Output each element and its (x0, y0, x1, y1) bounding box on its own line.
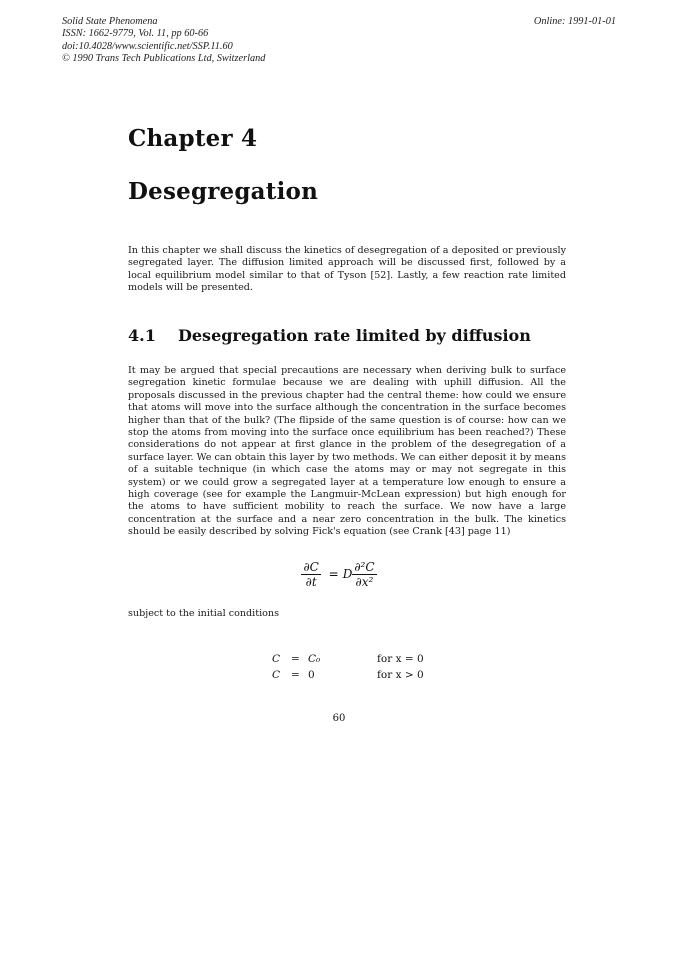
condition-lhs: C (272, 669, 281, 681)
condition-rhs: 0 (308, 669, 315, 681)
condition-row (0, 669, 678, 683)
lhs-numerator: ∂C (303, 560, 319, 574)
doi-line: doi:10.4028/www.scientific.net/SSP.11.60 (62, 40, 233, 52)
condition-rhs: C₀ (308, 653, 321, 665)
condition-domain: for x > 0 (377, 669, 424, 681)
rhs-numerator: ∂²C (354, 560, 375, 574)
online-date: Online: 1991-01-01 (533, 16, 616, 27)
condition-lhs: C (272, 653, 281, 665)
intro-paragraph: In this chapter we shall discuss the kinetics of desegregation of a deposited or previously segregated layer. The diffusion limited approach will be discussed first, followed by a local equilibrium model similar to that of Tyson [52]. Lastly, a few reaction rate limited models will be presented. (128, 245, 566, 294)
condition-equals: = (291, 653, 300, 665)
section-title: Desegregation rate limited by diffusion (178, 326, 531, 345)
body-paragraph: It may be argued that special precautions are necessary when deriving bulk to surface segregation kinetic formulae because we are dealing with uphill diffusion. All the proposals discussed in the previous chapter had the central theme: how could we ensure that atoms will move into the surface although the concentration in the surface becomes higher than that of the bulk? (The flipside of the same question is of course: how can we stop the atoms from moving into the surface once equilibrium has been reached?) These considerations do not appear at first glance in the problem of the desegregation of a surface layer. We can obtain this layer by two methods. We can either deposit it by means of a suitable technique (in which case the atoms may or may not segregate in this system) or we could grow a segregated layer at a temperature low enough to ensure a high coverage (see for example the Langmuir-McLean expression) but high enough for the atoms to have sufficient mobility to reach the surface. We now have a large concentration at the surface and a near zero concentration in the bulk. The kinetics should be easily described by solving Fick's equation (see Crank [43] page 11) (128, 365, 566, 538)
journal-name: Solid State Phenomena (62, 16, 158, 27)
rhs-fraction (352, 560, 376, 589)
fick-equation (0, 560, 678, 589)
section-number: 4.1 (128, 326, 156, 345)
diffusion-coefficient: D (342, 567, 353, 581)
condition-domain: for x = 0 (377, 653, 424, 665)
lhs-fraction (301, 560, 320, 589)
lhs-denominator: ∂t (305, 575, 317, 589)
journal-header (62, 16, 265, 65)
condition-equals: = (291, 669, 300, 681)
rhs-denominator: ∂x² (355, 575, 374, 589)
condition-row (0, 653, 678, 667)
conditions-intro: subject to the initial conditions (128, 608, 280, 619)
chapter-label: Chapter 4 (128, 125, 258, 152)
equals-sign: = (328, 567, 339, 581)
chapter-title: Desegregation (128, 178, 319, 205)
section-heading (128, 326, 531, 345)
issn-line: ISSN: 1662-9779, Vol. 11, pp 60-66 (62, 28, 209, 40)
copyright-line: © 1990 Trans Tech Publications Ltd, Switzerland (62, 52, 266, 64)
page-number: 60 (332, 713, 346, 724)
